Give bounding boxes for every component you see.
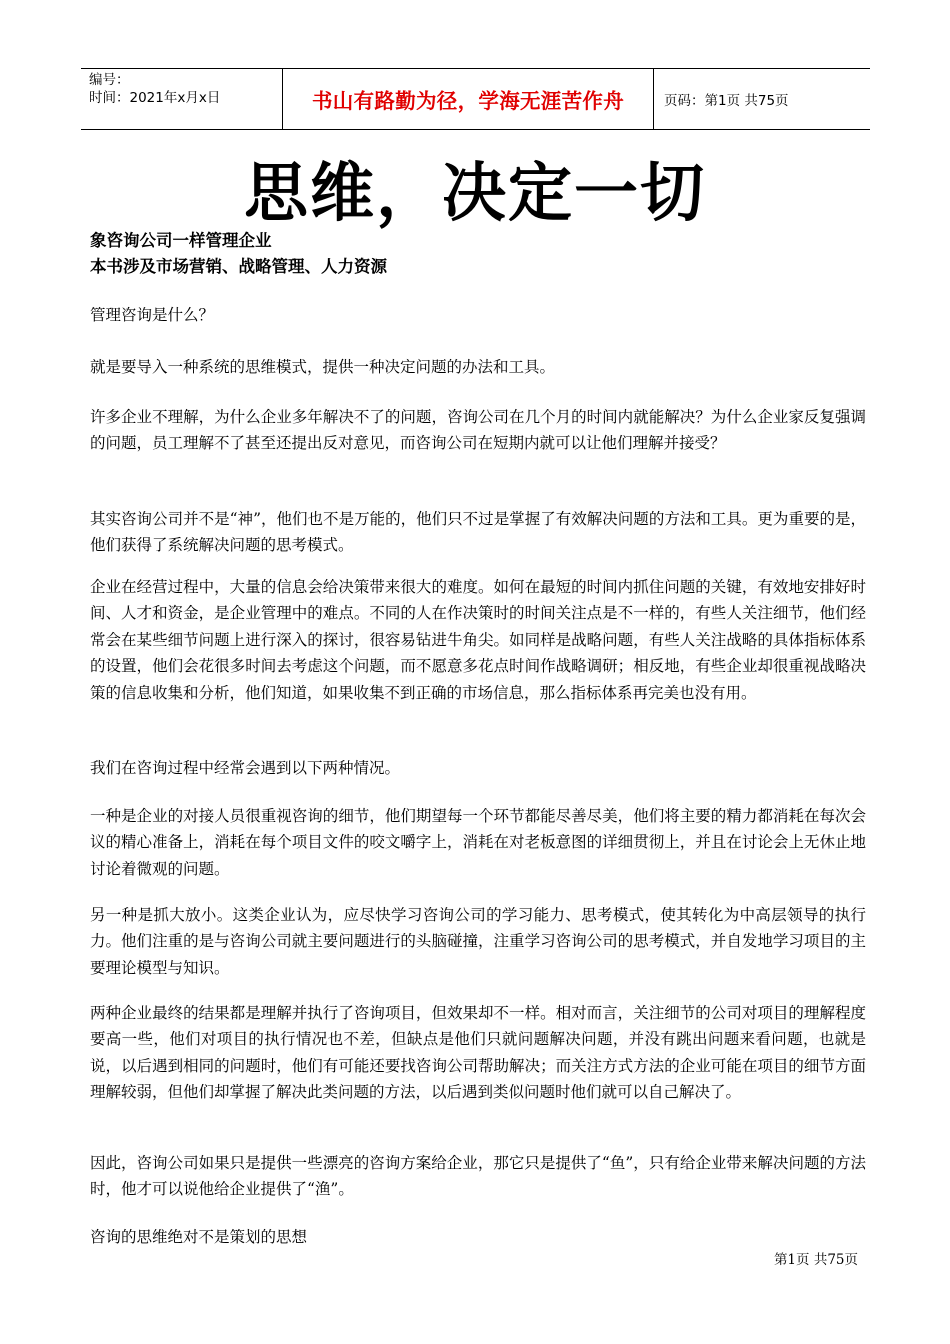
paragraph: 一种是企业的对接人员很重视咨询的细节，他们期望每一个环节都能尽善尽美，他们将主要的精力都消耗在每次会议的精心准备上，消耗在每个项目文件的咬文嚼字上，消耗在对老板意图的详细贯彻上，并且在讨论会上无休止地讨论着微观的问题。 xyxy=(90,807,866,878)
paragraph: 因此，咨询公司如果只是提供一些漂亮的咨询方案给企业，那它只是提供了“鱼”，只有给企业带来解决问题的方法时，他才可以说他给企业提供了“渔”。 xyxy=(90,1154,866,1199)
header-page-info: 页码：第1页 共75页 xyxy=(664,93,789,109)
paragraph: 我们在咨询过程中经常会遇到以下两种情况。 xyxy=(90,759,401,777)
document-number-label: 编号： xyxy=(89,72,130,88)
paragraph: 企业在经营过程中，大量的信息会给决策带来很大的难度。如何在最短的时间内抓住问题的关键，有效地安排好时间、人才和资金，是企业管理中的难点。不同的人在作决策时的时间关注点是不一样的，有些人关注细节，他们经常会在某些细节问题上进行深入的探讨，很容易钻进牛角尖。如同样是战略问题，有些人关注战略的具体指标体系的设置，他们会花很多时间去考虑这个问题，而不愿意多花点时间作战略调研；相反地，有些企业却很重视战略决策的信息收集和分析，他们知道，如果收集不到正确的市场信息，那么指标体系再完美也没有用。 xyxy=(90,578,866,702)
header-motto-cell xyxy=(282,69,654,129)
document-title: 思维，决定一切 xyxy=(244,157,706,231)
header-meta xyxy=(81,69,282,129)
paragraph: 就是要导入一种系统的思维模式，提供一种决定问题的办法和工具。 xyxy=(90,358,556,376)
paragraph: 其实咨询公司并不是“神”，他们也不是万能的，他们只不过是掌握了有效解决问题的方法和工具。更为重要的是，他们获得了系统解决问题的思考模式。 xyxy=(90,510,866,555)
document-time-label: 时间：2021年x月x日 xyxy=(89,90,221,106)
header-motto: 书山有路勤为径，学海无涯苦作舟 xyxy=(312,89,624,113)
subtitle-1: 象咨询公司一样管理企业 xyxy=(90,231,272,250)
paragraph: 许多企业不理解，为什么企业多年解决不了的问题，咨询公司在几个月的时间内就能解决？为什么企业家反复强调的问题，员工理解不了甚至还提出反对意见，而咨询公司在短期内就可以让他们理解并接受？ xyxy=(90,408,866,453)
header-table xyxy=(81,68,870,130)
subtitle-2: 本书涉及市场营销、战略管理、人力资源 xyxy=(90,257,387,276)
paragraph: 两种企业最终的结果都是理解并执行了咨询项目，但效果却不一样。相对而言，关注细节的公司对项目的理解程度要高一些，他们对项目的执行情况也不差，但缺点是他们只就问题解决问题，并没有跳出问题来看问题，也就是说，以后遇到相同的问题时，他们有可能还要找咨询公司帮助解决；而关注方式方法的企业可能在项目的细节方面理解较弱，但他们却掌握了解决此类问题的方法，以后遇到类似问题时他们就可以自己解决了。 xyxy=(90,1004,866,1102)
paragraph: 另一种是抓大放小。这类企业认为，应尽快学习咨询公司的学习能力、思考模式，使其转化为中高层领导的执行力。他们注重的是与咨询公司就主要问题进行的头脑碰撞，注重学习咨询公司的思考模式，并自发地学习项目的主要理论模型与知识。 xyxy=(90,906,866,977)
paragraph: 咨询的思维绝对不是策划的思想 xyxy=(90,1228,308,1246)
paragraph: 管理咨询是什么？ xyxy=(90,306,215,324)
page-footer: 第1页 共75页 xyxy=(773,1252,858,1268)
